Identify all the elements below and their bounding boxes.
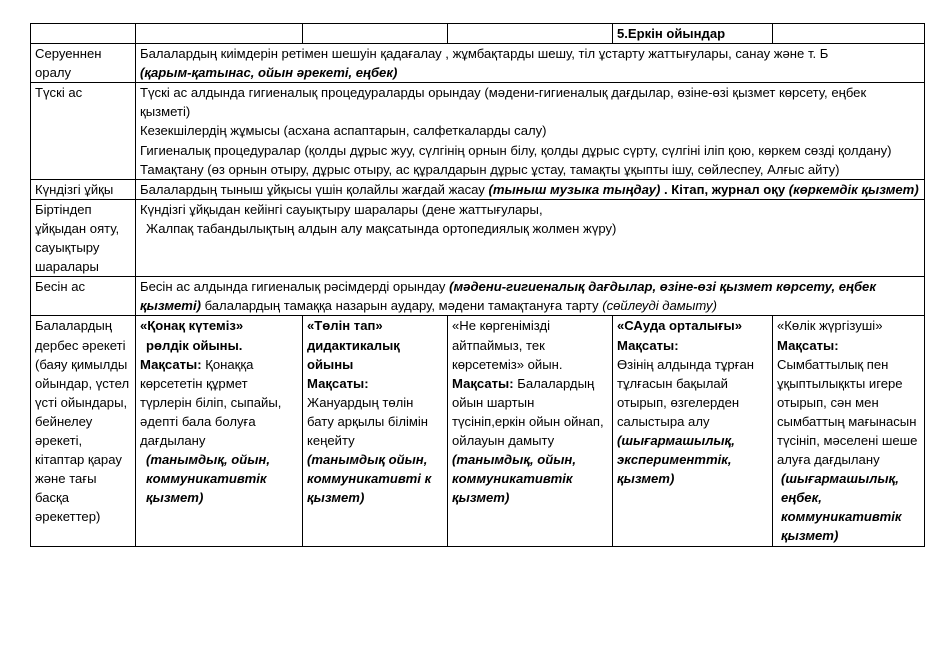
row-label-waking: Біртіндеп ұйқыдан ояту, сауықтыру шаралары (31, 199, 136, 276)
snack-text-3: балалардың тамаққа назарын аудару, мәдени тамақтануға тарту (204, 298, 603, 314)
waking-line-1: Күндізгі ұйқыдан кейінгі сауықтыру шаралары (дене жаттығулары, (140, 201, 543, 217)
game-4-goal-label: Мақсаты: (617, 337, 679, 353)
table-row (31, 83, 925, 179)
lunch-line-4: Тамақтану (өз орнын отыру, дұрыс отыру, ас құралдарын дұрыс ұстау, тамақты ұқыпты ішу, сөйлеспеу, Алғыс айту) (140, 161, 840, 177)
nap-text-3: . Кітап, журнал оқу (663, 181, 789, 197)
game-2-goal-label: Мақсаты: (307, 375, 369, 391)
game-cell-4 (613, 316, 773, 546)
game-3-title: «Не көргенімізді айтпаймыз, тек көрсетеміз» ойын. (452, 318, 563, 372)
header-cell-4 (448, 24, 613, 44)
game-2-activity: (танымдық ойын, коммуникативті к қызмет) (307, 452, 432, 506)
game-2-goal-text: Жануардың төлін бату арқылы білімін кеңейту (307, 394, 429, 448)
walk-return-text: Балалардың киімдерін ретімен шешуін қадағалау , жұмбақтарды шешу, тіл ұстарту жаттығулары, санау және т. Б (140, 46, 829, 62)
row-label-walk-return: Серуеннен оралу (31, 44, 136, 83)
table-row (31, 179, 925, 199)
game-5-activity: (шығармашылық, еңбек, коммуникативтік қызмет) (781, 471, 902, 544)
nap-text-4: (көркемдік қызмет) (788, 181, 919, 197)
game-3-goal-label: Мақсаты: (452, 375, 514, 391)
header-cell-3 (303, 24, 448, 44)
row-label-activities: Балалардың дербес әрекеті (баяу қимылды ойындар, үстел үсті ойындары, бейнелеу әрекеті, кітаптар қарау және тағы басқа әрекеттер) (31, 316, 136, 546)
game-cell-1 (136, 316, 303, 546)
game-3-activity: (танымдық, ойын, коммуникативтік қызмет) (452, 452, 576, 506)
header-cell-free-games: 5.Еркін ойындар (613, 24, 773, 44)
game-2-title: «Төлін тап» (307, 318, 383, 334)
game-1-activity: (танымдық, ойын, коммуникативтік қызмет) (146, 452, 270, 506)
game-cell-3 (448, 316, 613, 546)
nap-text-2: (тыныш музыка тыңдау) (488, 181, 661, 197)
daily-plan-table (30, 23, 925, 547)
row-label-lunch: Түскі ас (31, 83, 136, 179)
waking-line-2: Жалпақ табандылықтың алдын алу мақсатында ортопедиялық жолмен жүру) (146, 220, 617, 236)
table-row (31, 199, 925, 276)
game-2-subtitle: дидактикалық ойыны (307, 337, 400, 372)
lunch-line-1: Түскі ас алдында гигиеналық процедураларды орындау (мәдени-гигиеналық дағдылар, өзіне-өзі қызмет көрсету, еңбек қызметі) (140, 85, 867, 120)
header-cell-1 (31, 24, 136, 44)
nap-text-1: Балалардың тыныш ұйқысы үшін қолайлы жағдай жасау (140, 181, 489, 197)
game-cell-2 (303, 316, 448, 546)
lunch-line-3: Гигиеналық процедуралар (қолды дұрыс жуу, сүлгінің орнын білу, қолды дұрыс сүрту, сүлгіні іліп қою, көркем сөзді қолдану) (140, 142, 892, 158)
game-cell-5 (773, 316, 925, 546)
game-4-goal-text: Өзінің алдында тұрған тұлғасын бақылай отырып, өзгелерден салыстыра алу (617, 356, 754, 429)
game-5-title: «Көлік жүргізуші» (777, 318, 883, 334)
row-label-nap: Күндізгі ұйқы (31, 179, 136, 199)
table-row (31, 44, 925, 83)
header-cell-2 (136, 24, 303, 44)
game-5-goal-label: Мақсаты: (777, 337, 839, 353)
snack-text-4: (сөйлеуді дамыту) (602, 298, 717, 314)
game-1-goal-text: Қонаққа көрсететін құрмет түрлерін біліп, сыпайы, әдепті бала болуға дағдылану (140, 356, 282, 448)
row-content-nap (136, 179, 925, 199)
table-row (31, 277, 925, 316)
row-content-lunch (136, 83, 925, 179)
table-header-row (31, 24, 925, 44)
row-label-snack: Бесін ас (31, 277, 136, 316)
snack-text-2: (мәдени-гигиеналық дағдылар, өзіне-өзі қызмет көрсету, еңбек қызметі) (140, 279, 876, 314)
game-1-subtitle: рөлдік ойыны. (146, 337, 243, 353)
table-row (31, 316, 925, 546)
header-cell-6 (773, 24, 925, 44)
game-5-goal-text: Сымбаттылық пен ұқыптылықкты игере отырып, сән мен сымбаттың мағынасын түсініп, мәселені шеше алуға дағдылану (777, 356, 918, 468)
game-4-activity: (шығармашылық, эксперименттік, қызмет) (617, 432, 735, 487)
row-content-walk-return (136, 44, 925, 83)
walk-return-activities: (қарым-қатынас, ойын әрекеті, еңбек) (140, 65, 398, 81)
snack-text-1: Бесін ас алдында гигиеналық рәсімдерді орындау (140, 279, 450, 295)
game-1-title: «Қонақ күтеміз» (140, 318, 244, 334)
row-content-snack (136, 277, 925, 316)
game-4-title: «САуда орталығы» (617, 318, 742, 334)
lunch-line-2: Кезекшілердің жұмысы (асхана аспаптарын, салфеткаларды салу) (140, 123, 547, 139)
game-1-goal-label: Мақсаты: (140, 356, 202, 372)
row-content-waking (136, 199, 925, 276)
game-3-goal-text: Балалардың ойын шартын түсініп,еркін ойын ойнап, ойлауын дамыту (452, 375, 604, 448)
